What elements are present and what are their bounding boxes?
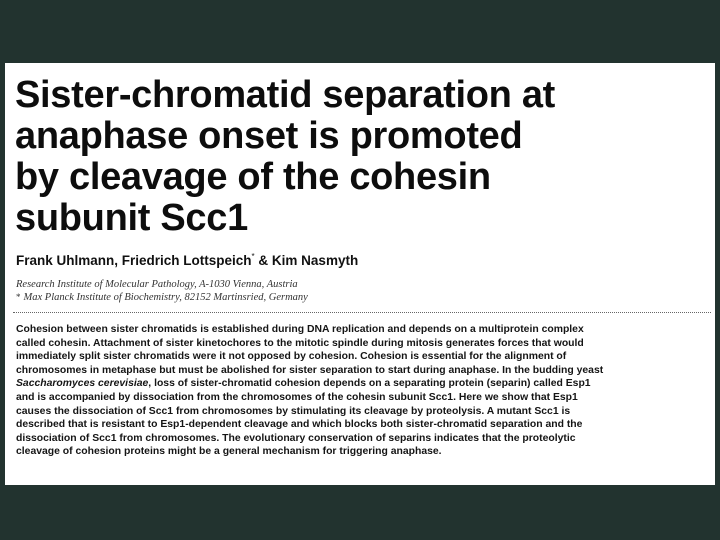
- title-line: anaphase onset is promoted: [15, 115, 523, 157]
- title-line: by cleavage of the cohesin: [15, 156, 491, 198]
- section-divider: [13, 312, 711, 313]
- abstract-line: cleavage of cohesion proteins might be a general mechanism for triggering anaphase.: [16, 446, 442, 458]
- authors-main: Frank Uhlmann, Friedrich Lottspeich: [16, 253, 252, 268]
- abstract-line: called cohesin. Attachment of sister kinetochores to the mitotic spindle during mitosis generates forces that would: [16, 337, 584, 349]
- author-list: [16, 253, 358, 268]
- author-footnote-mark: *: [251, 252, 255, 261]
- abstract-line: Saccharomyces cerevisiae, loss of sister-chromatid cohesion depends on a separating protein (separin) called Esp1: [16, 378, 591, 390]
- abstract-line: chromosomes in metaphase but must be abolished for sister separation to start during anaphase. In the budding yeast: [16, 364, 604, 376]
- abstract-line: described that is resistant to Esp1-dependent cleavage and which blocks both sister-chromatid separation and the: [16, 419, 583, 431]
- paper-page: [5, 63, 715, 485]
- authors-tail: & Kim Nasmyth: [254, 253, 359, 268]
- abstract-line: causes the dissociation of Scc1 from chromosomes by stimulating its cleavage by proteolysis. A mutant Scc1 is: [16, 405, 571, 417]
- title-line: subunit Scc1: [15, 197, 248, 239]
- title-line: Sister-chromatid separation at: [15, 74, 556, 116]
- affiliation-primary: Research Institute of Molecular Pathology, A-1030 Vienna, Austria: [16, 279, 298, 290]
- affiliation-secondary-text: Max Planck Institute of Biochemistry, 82152 Martinsried, Germany: [23, 292, 308, 303]
- abstract-line: immediately split sister chromatids were it not opposed by cohesion. Cohesion is essential for the alignment of: [16, 351, 567, 363]
- abstract: [16, 323, 712, 459]
- paper-title: [15, 75, 555, 239]
- species-name: Saccharomyces cerevisiae: [16, 378, 149, 390]
- affiliation-secondary: [16, 292, 308, 303]
- abstract-line: Cohesion between sister chromatids is established during DNA replication and depends on a multiprotein complex: [16, 324, 584, 335]
- abstract-line: and is accompanied by dissociation from the chromosomes of the cohesin subunit Scc1. Here we show that Esp1: [16, 391, 578, 403]
- affiliation-footnote-mark: *: [16, 292, 21, 302]
- abstract-line: dissociation of Scc1 from chromosomes. The evolutionary conservation of separins indicates that the proteolytic: [16, 432, 576, 444]
